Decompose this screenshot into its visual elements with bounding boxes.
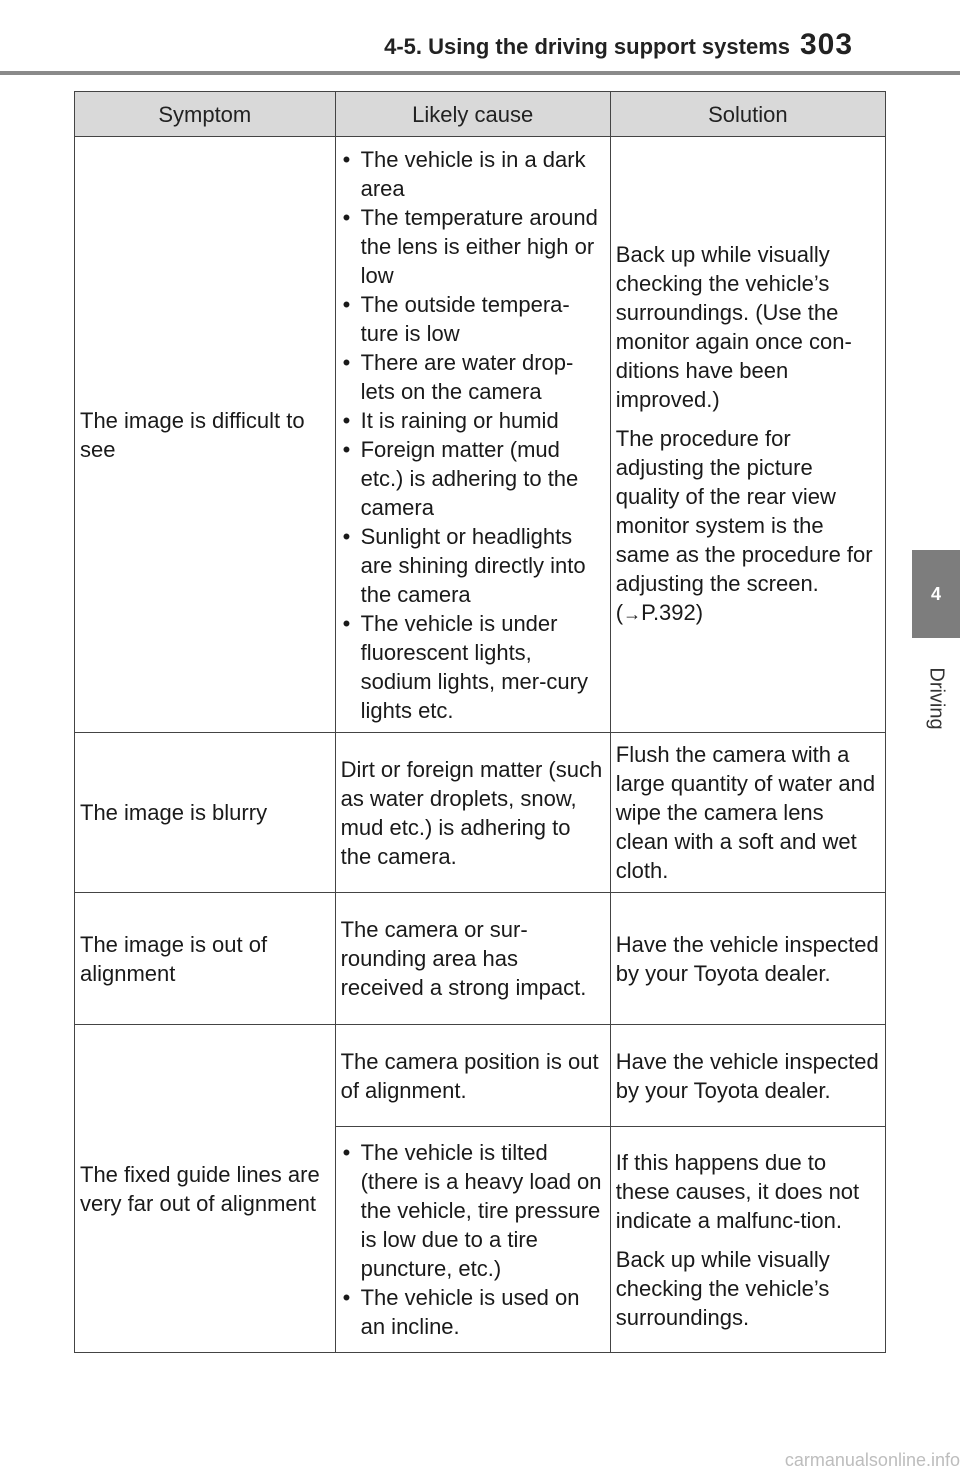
symptom-cell: [75, 733, 336, 893]
solution-text: The procedure for adjusting the picture quality of the rear view monitor system is the same as the procedure for adjusting the screen.: [615, 426, 873, 596]
arrow-right-icon: →: [623, 604, 642, 624]
cause-cell: [335, 893, 610, 1025]
page-number: 303: [800, 28, 854, 61]
cause-cell: [335, 733, 610, 893]
watermark: carmanualsonline.info: [784, 1450, 960, 1470]
symptom-text: The image is blurry: [80, 800, 268, 825]
solution-text: Have the vehicle inspected by your Toyota dealer.: [615, 931, 879, 986]
header-symptom: Symptom: [75, 92, 336, 137]
solution-cell: [610, 1127, 885, 1353]
solution-cell: [610, 137, 885, 733]
cause-item: • The vehicle is under fluorescent lights, sodium lights, mer-cury lights etc.: [341, 609, 605, 725]
troubleshooting-table: [74, 91, 886, 1353]
table-row: [75, 137, 886, 733]
solution-paragraph: If this happens due to these causes, it does not indicate a malfunc-tion.: [615, 1149, 860, 1233]
table-header-row: [75, 92, 886, 137]
symptom-text: The image is out of alignment: [80, 931, 268, 986]
cause-item: • The outside tempera-ture is low: [341, 290, 605, 348]
symptom-text: The image is difficult to see: [80, 407, 305, 462]
solution-cell: [610, 733, 885, 893]
symptom-cell: [75, 893, 336, 1025]
cause-text: The camera or sur-rounding area has received a strong impact.: [340, 917, 587, 1000]
symptom-text: The fixed guide lines are very far out of alignment: [80, 1161, 320, 1216]
chapter-tab: [912, 550, 960, 638]
solution-paragraph: Back up while visually checking the vehicle’s surroundings.: [615, 1246, 830, 1330]
cause-item: • The vehicle is used on an incline.: [341, 1283, 605, 1341]
cause-cell: [335, 1025, 610, 1127]
cause-item: • The temperature around the lens is either high or low: [341, 203, 605, 290]
cause-item: • Sunlight or headlights are shining directly into the camera: [341, 522, 605, 609]
cause-item: • There are water drop-lets on the camera: [341, 348, 605, 406]
solution-cell: [610, 893, 885, 1025]
cause-list: [341, 145, 605, 725]
cause-item: • The vehicle is tilted (there is a heavy load on the vehicle, tire pressure is low due to a tire puncture, etc.): [341, 1138, 605, 1283]
cause-cell: [335, 137, 610, 733]
solution-text: Have the vehicle inspected by your Toyota dealer.: [615, 1048, 879, 1103]
chapter-label-container: [912, 648, 960, 748]
cause-list: [341, 1138, 605, 1341]
chapter-label: Driving: [925, 666, 948, 730]
header-rule: [0, 71, 960, 75]
table-row: [75, 893, 886, 1025]
symptom-cell: [75, 137, 336, 733]
page-reference: P.392: [641, 600, 696, 625]
chapter-number: 4: [930, 583, 941, 604]
symptom-cell: [75, 1025, 336, 1353]
section-title: 4-5. Using the driving support systems: [384, 34, 790, 59]
cause-item: • It is raining or humid: [341, 406, 605, 435]
header-solution: Solution: [610, 92, 885, 137]
table-row: [75, 733, 886, 893]
cause-cell: [335, 1127, 610, 1353]
cause-text: Dirt or foreign matter (such as water droplets, snow, mud etc.) is adhering to the camera.: [340, 756, 603, 869]
solution-cell: [610, 1025, 885, 1127]
header-likely-cause: Likely cause: [335, 92, 610, 137]
cause-item: • The vehicle is in a dark area: [341, 145, 605, 203]
cause-text: The camera position is out of alignment.: [340, 1048, 599, 1103]
solution-text: Flush the camera with a large quantity of water and wipe the camera lens clean with a soft and wet cloth.: [615, 742, 876, 883]
table-row: [75, 1025, 886, 1127]
solution-paragraph: The procedure for adjusting the picture quality of the rear view monitor system is the same as the procedure for adjusting the screen. (→P.392): [615, 426, 873, 625]
cause-item: • Foreign matter (mud etc.) is adhering to the camera: [341, 435, 605, 522]
solution-paragraph: Back up while visually checking the vehicle’s surroundings. (Use the monitor again once con-ditions have been improved.): [615, 242, 852, 412]
